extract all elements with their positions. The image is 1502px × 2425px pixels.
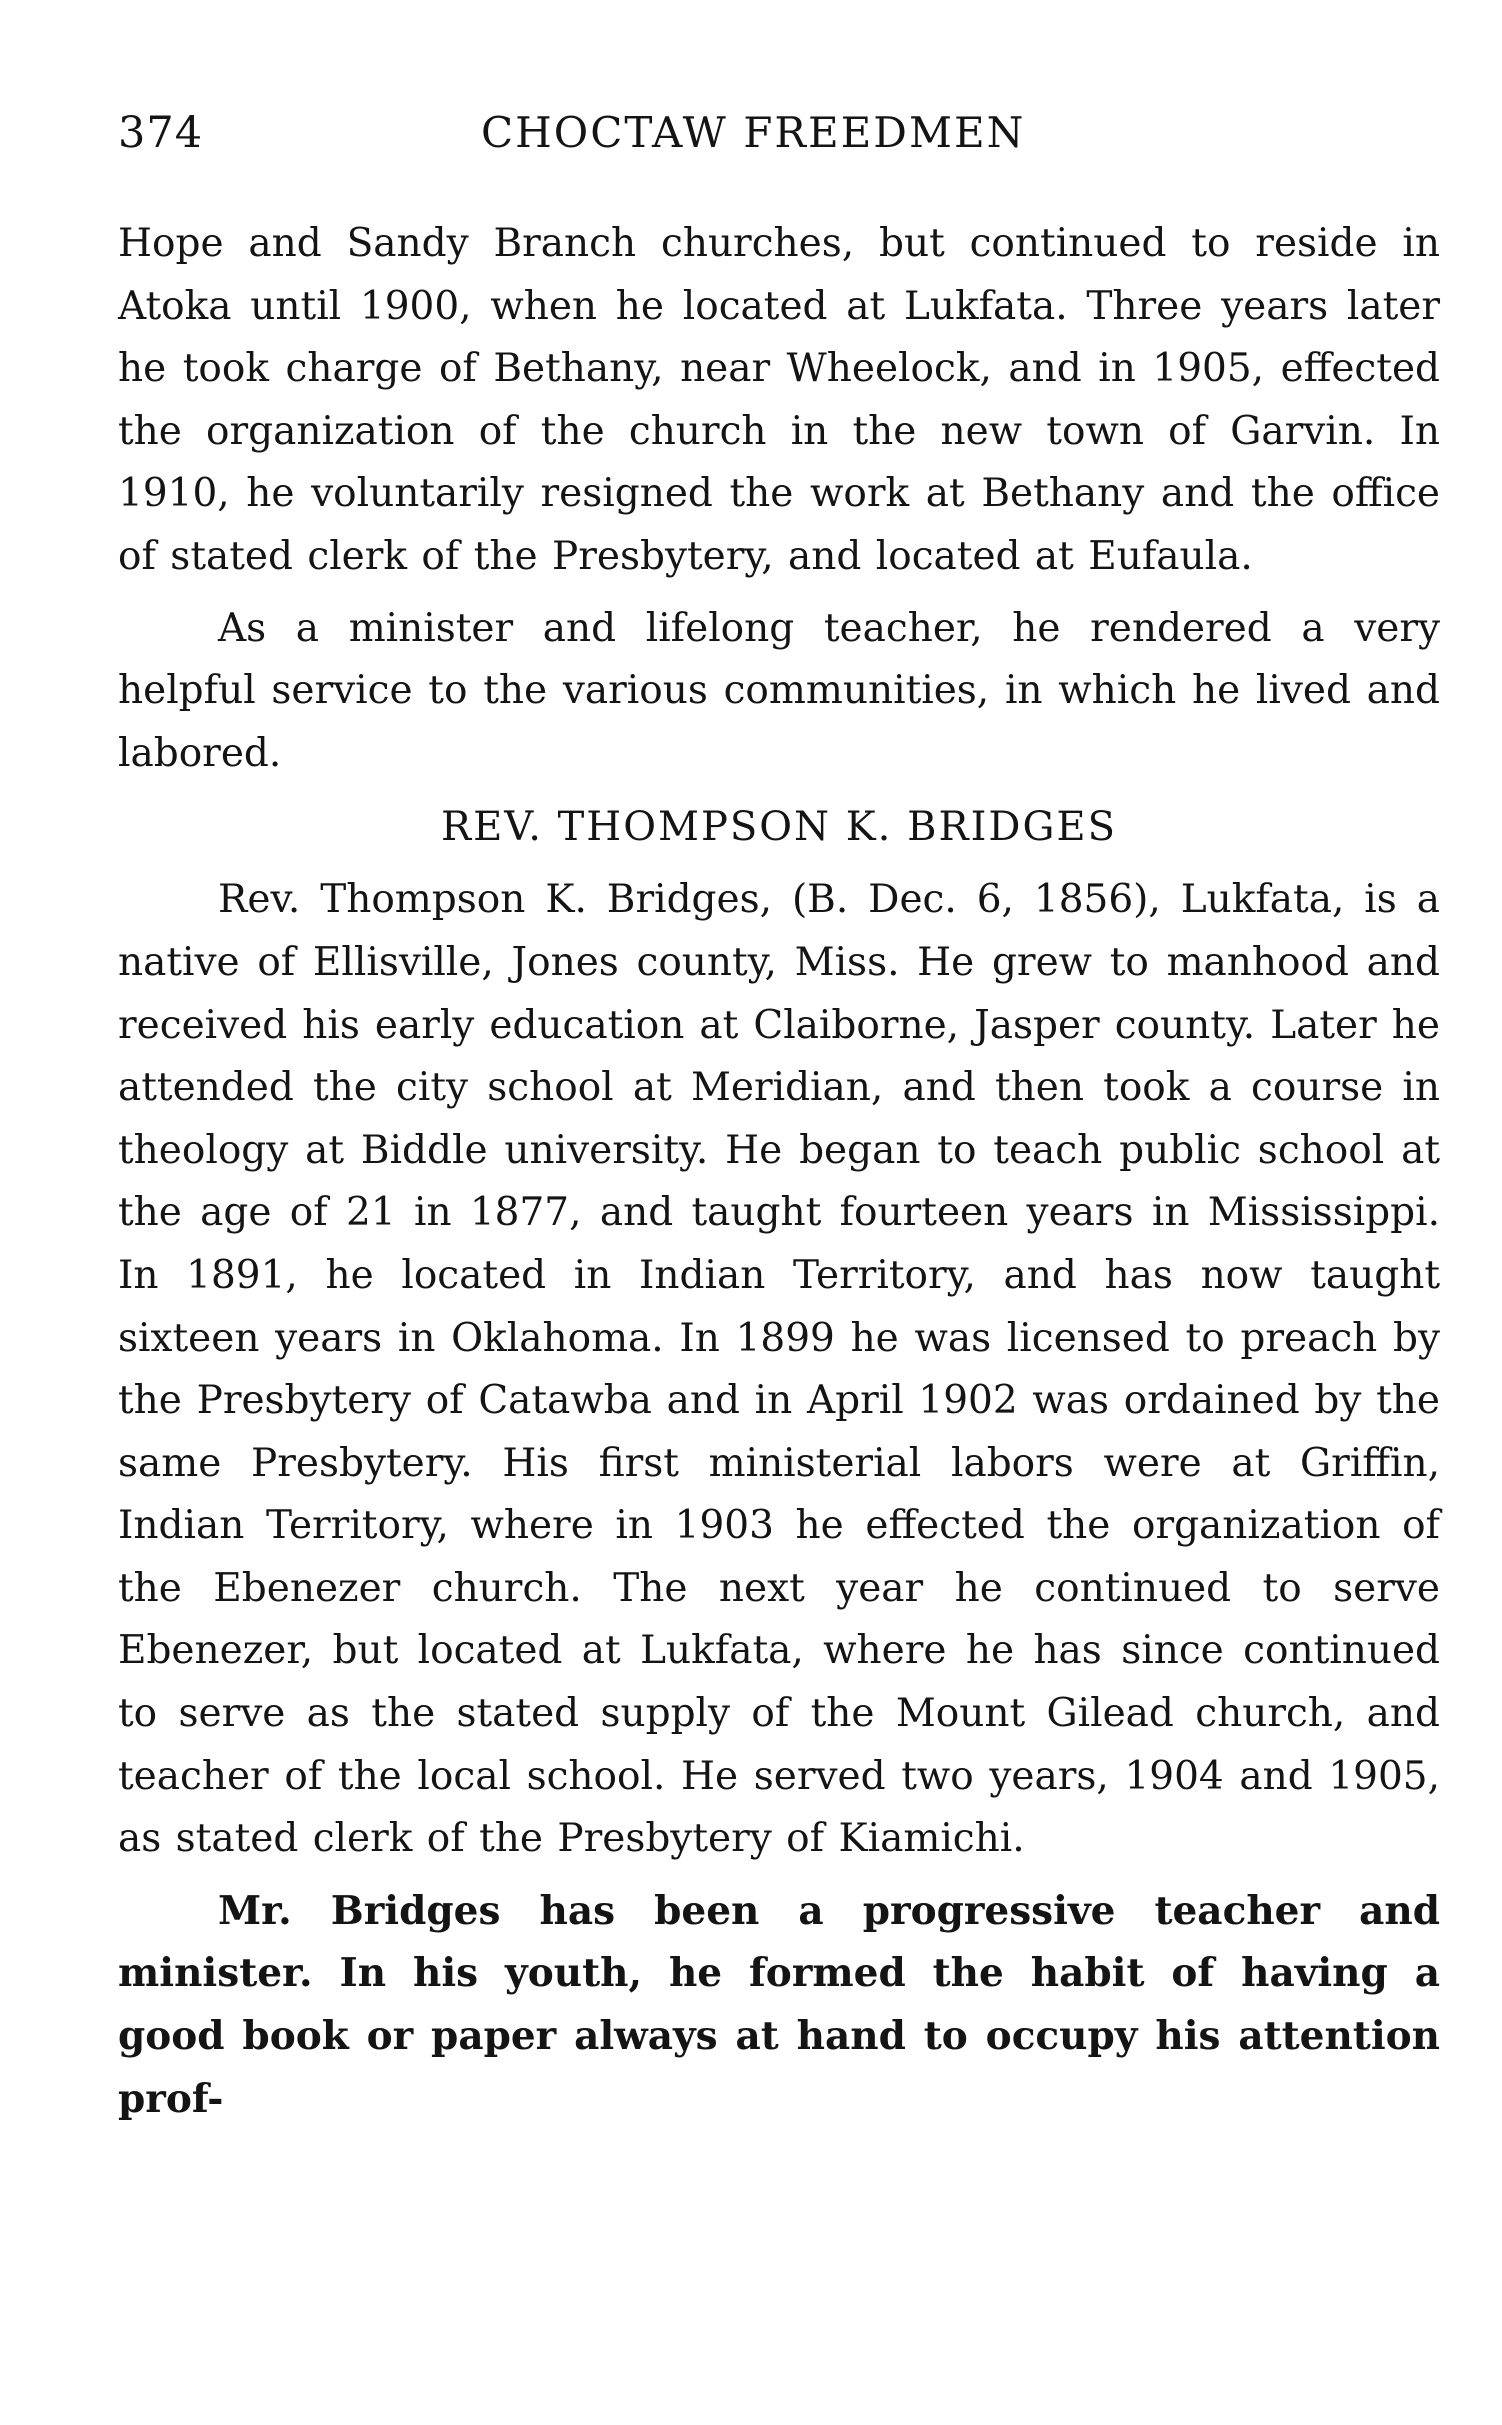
paragraph-continued: Hope and Sandy Branch churches, but continued to reside in Atoka until 1900, when he located at Lukfata. Three years later he took charge of Bethany, near Wheelock, and in 1905, effected the organization of the church in the new town of Garvin. In 1910, he voluntarily resigned the work at Bethany and the office of stated clerk of the Presbytery, and located at Eufaula. [118, 221, 1440, 579]
section-heading: REV. THOMPSON K. BRIDGES [440, 804, 1118, 851]
running-head: CHOCTAW FREEDMEN [481, 108, 1026, 157]
paragraph-character: Mr. Bridges has been a progressive teacher and minister. In his youth, he formed the habit of having a good book or paper always at hand to occupy his attention prof- [118, 1887, 1440, 2122]
paragraph-biography: Rev. Thompson K. Bridges, (B. Dec. 6, 1856), Lukfata, is a native of Ellisville, Jones county, Miss. He grew to manhood and received his early education at Claiborne, Jasper county. Later he attended the city school at Meridian, and then took a course in theology at Biddle university. He began to teach public school at the age of 21 in 1877, and taught fourteen years in Mississippi. In 1891, he located in Indian Territory, and has now taught sixteen years in Oklahoma. In 1899 he was licensed to preach by the Presbytery of Catawba and in April 1902 was ordained by the same Presbytery. His first ministerial labors were at Griffin, Indian Territory, where in 1903 he effected the organization of the Ebenezer church. The next year he continued to serve Ebenezer, but located at Lukfata, where he has since continued to serve as the stated supply of the Mount Gilead church, and teacher of the local school. He served two years, 1904 and 1905, as stated clerk of the Presbytery of Kiamichi. [118, 877, 1440, 1862]
page-header [118, 108, 1440, 168]
paragraph-minister-summary: As a minister and lifelong teacher, he rendered a very helpful service to the various communities, in which he lived and labored. [118, 605, 1440, 776]
page-body [118, 213, 1440, 2130]
page-number: 374 [118, 108, 204, 158]
